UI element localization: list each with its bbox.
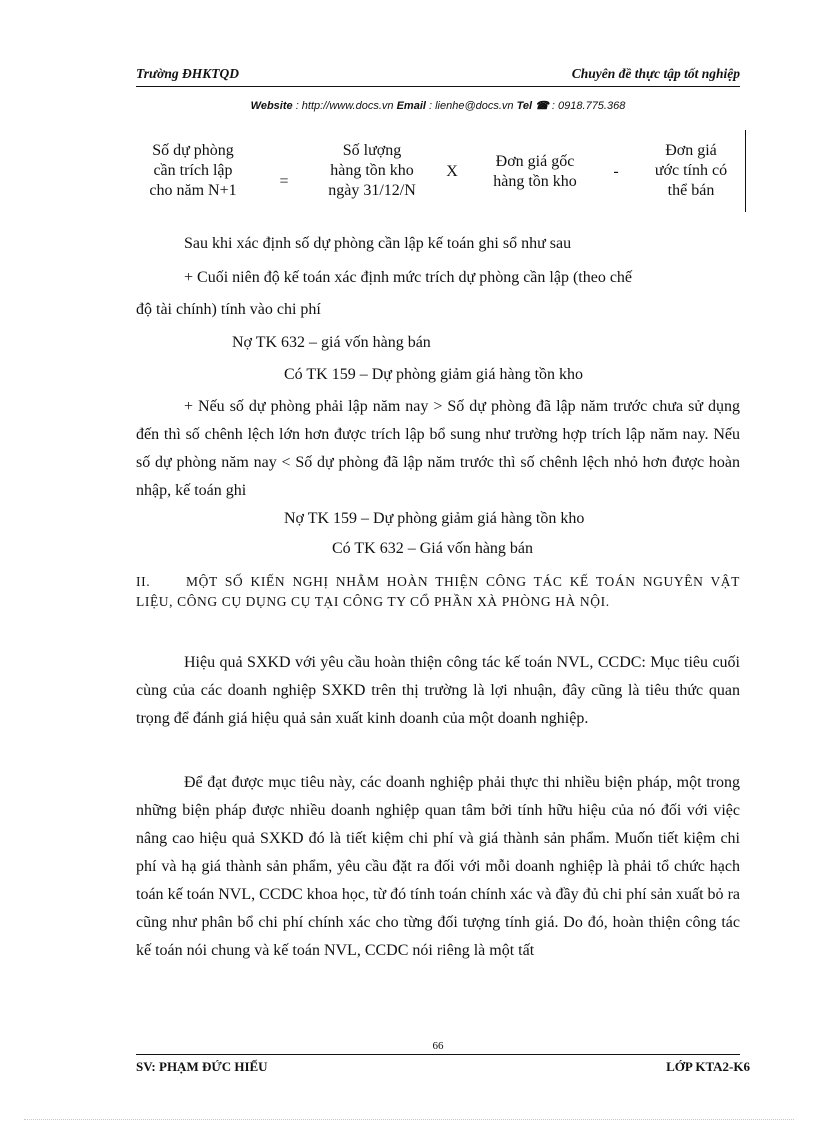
formula-estimated-price-line: thể bán [667, 182, 715, 199]
journal-entry-1-debit: Nợ TK 632 – giá vốn hàng bán [232, 334, 431, 351]
formula-unit-cost [474, 152, 596, 192]
email-value: : lienhe@docs.vn [425, 100, 517, 112]
section-heading [136, 572, 740, 612]
journal-entry-1-credit: Có TK 159 – Dự phòng giảm giá hàng tồn kho [284, 366, 584, 383]
website-value: : http://www.docs.vn [292, 100, 397, 112]
formula-unit-cost-line: Đơn giá gốc [495, 153, 575, 170]
paragraph-year-end-line2: độ tài chính) tính vào chi phí [136, 301, 321, 318]
section-number: II. [136, 574, 151, 589]
formula-quantity [312, 141, 432, 201]
formula-lhs-line: cho năm N+1 [149, 182, 237, 199]
page-bottom-edge [24, 1119, 794, 1120]
header-contact-line [136, 99, 740, 112]
formula-minus: - [613, 163, 619, 180]
formula-estimated-price [640, 141, 742, 201]
formula-unit-cost-line: hàng tồn kho [493, 173, 577, 190]
tel-value: : 0918.775.368 [548, 100, 626, 112]
footer-student: SV: PHẠM ĐỨC HIẾU [136, 1059, 268, 1074]
formula-lhs [128, 141, 258, 201]
phone-icon: ☎ [535, 100, 549, 112]
tel-label: Tel [516, 100, 533, 112]
header-school: Trường ĐHKTQD [136, 66, 239, 81]
website-label: Website [250, 100, 293, 112]
formula-equals: = [279, 173, 289, 190]
email-label: Email [396, 100, 426, 112]
header-divider [136, 86, 740, 87]
paragraph-cost-saving: Để đạt được mục tiêu này, các doanh nghiệp phải thực thi nhiều biện pháp, một trong những biện pháp được nhiều doanh nghiệp quan tâm bởi tính hữu hiệu của nó đối với việc nâng cao hiệu quả SXKD đó là tiết kiệm chi phí và giá thành sản phẩm. Muốn tiết kiệm chi phí và hạ giá thành sản phẩm, yêu cầu đặt ra đối với mỗi doanh nghiệp là phải tổ chức hạch toán kế toán NVL, CCDC khoa học, từ đó tính toán chính xác và đầy đủ chi phí sản xuất bỏ ra cũng như phân bổ chi phí chính xác cho từng đối tượng tính giá. Do đó, hoàn thiện công tác kế toán nói chung và kế toán NVL, CCDC nói riêng là một tất [136, 774, 740, 959]
journal-entry-2-debit: Nợ TK 159 – Dự phòng giảm giá hàng tồn kho [284, 510, 585, 527]
journal-entry-2-credit: Có TK 632 – Giá vốn hàng bán [332, 540, 534, 557]
section-title: MỘT SỐ KIẾN NGHỊ NHẰM HOÀN THIỆN CÔNG TÁC KẾ TOÁN NGUYÊN VẬT LIỆU, CÔNG CỤ DỤNG CỤ TẠI CÔNG TY CỔ PHẦN XÀ PHÒNG HÀ NỘI. [136, 574, 740, 609]
paragraph-efficiency: Hiệu quả SXKD với yêu cầu hoàn thiện công tác kế toán NVL, CCDC: Mục tiêu cuối cùng của các doanh nghiệp SXKD trên thị trường là lợi nhuận, đây cũng là tiêu thức quan trọng để đánh giá hiệu quả sản xuất kinh doanh của một doanh nghiệp. [136, 654, 740, 727]
paragraph-intro: Sau khi xác định số dự phòng cần lập kế toán ghi sổ như sau [184, 235, 572, 252]
formula-estimated-price-line: ước tính có [654, 162, 728, 179]
formula-multiply: X [446, 163, 458, 180]
formula-estimated-price-line: Đơn giá [665, 142, 717, 159]
formula-quantity-line: Số lượng [342, 142, 402, 159]
footer-divider [136, 1054, 740, 1055]
formula-lhs-line: Số dự phòng [152, 142, 234, 159]
formula-quantity-line: ngày 31/12/N [328, 182, 416, 199]
header-doc-title: Chuyên đề thực tập tốt nghiệp [571, 66, 740, 81]
paragraph-year-end-line1: + Cuối niên độ kế toán xác định mức trích dự phòng cần lập (theo chế [184, 269, 633, 286]
formula-lhs-line: cần trích lập [153, 162, 233, 179]
formula-quantity-line: hàng tồn kho [330, 162, 414, 179]
page-number: 66 [432, 1040, 444, 1052]
footer-class: LỚP KTA2-K6 [666, 1059, 750, 1074]
formula-right-border [745, 130, 746, 212]
paragraph-adjustment: + Nếu số dự phòng phải lập năm nay > Số dự phòng đã lập năm trước chưa sử dụng đến thì số chênh lệch lớn hơn được trích lập bổ sung như trường hợp trích lập năm nay. Nếu số dự phòng năm nay < Số dự phòng đã lập năm trước thì số chênh lệch nhỏ hơn được hoàn nhập, kế toán ghi [136, 398, 740, 499]
